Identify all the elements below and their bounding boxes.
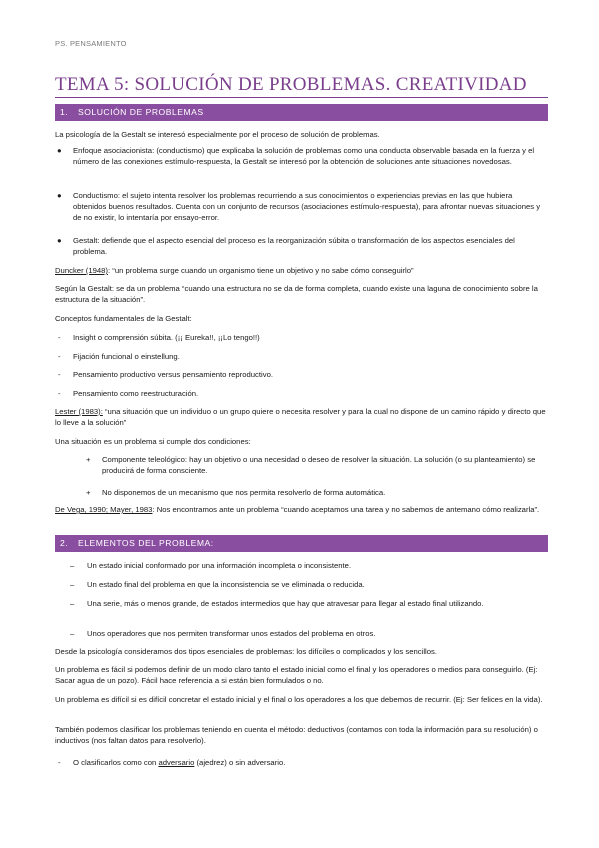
- dash-marker-icon: -: [58, 389, 61, 398]
- easy-problem-paragraph: Un problema es fácil si podemos definir de un modo claro tanto el estado inicial como el final y los operadores o medios para conseguirlo. (Ej: Sacar agua de un pozo). Fácil hace referencia a si están bien formulados o no.: [55, 665, 538, 686]
- dash-marker-icon: –: [70, 629, 75, 638]
- adversary-item: [73, 757, 543, 768]
- concept-item: Pensamiento productivo versus pensamiento reproductivo.: [73, 370, 273, 379]
- element-item: Una serie, más o menos grande, de estados intermedios que hay que atravesar para llegar al estado final utilizando.: [87, 599, 484, 608]
- adversary-suffix: (ajedrez) o sin adversario.: [194, 758, 286, 767]
- bullet-item: Conductismo: el sujeto intenta resolver los problemas recurriendo a sus conocimientos o experiencias previas en las que hubiera obtenidos buenos resultados. Cuenta con un conjunto de recursos (asociaciones estímulo-respuesta), para afrontar nuevas situaciones y de no existir, lo intentaría por ensayo-error.: [73, 191, 541, 223]
- adversary-term: adversario: [158, 758, 195, 767]
- bullet-dot-icon: ●: [57, 236, 62, 245]
- section-1-number: 1.: [60, 107, 69, 117]
- lester-quote: [55, 406, 547, 428]
- lester-reference: Lester (1983):: [55, 407, 103, 416]
- section-2-number: 2.: [60, 538, 69, 548]
- element-item: Unos operadores que nos permiten transformar unos estados del problema en otros.: [87, 629, 376, 638]
- dash-marker-icon: –: [70, 561, 75, 570]
- conditions-heading: Una situación es un problema si cumple dos condiciones:: [55, 437, 251, 446]
- duncker-quote: [55, 265, 547, 276]
- page-title: TEMA 5: SOLUCIÓN DE PROBLEMAS. CREATIVIDAD: [55, 74, 527, 95]
- section-1-intro: La psicología de la Gestalt se interesó especialmente por el proceso de solución de problemas.: [55, 130, 380, 139]
- title-underline: [55, 97, 548, 98]
- duncker-reference: Duncker (1948): [55, 266, 108, 275]
- dash-marker-icon: -: [58, 352, 61, 361]
- bullet-item: Enfoque asociacionista: (conductismo) que explicaba la solución de problemas como una conducta observable basada en la fuerza y el número de las conexiones estímulo-respuesta, la Gestalt se interesó por la obtención de soluciones ante situaciones novedosas.: [73, 146, 535, 167]
- dash-marker-icon: –: [70, 580, 75, 589]
- running-header: PS. PENSAMIENTO: [55, 39, 127, 48]
- dash-marker-icon: –: [70, 599, 75, 608]
- bullet-dot-icon: ●: [57, 191, 62, 200]
- gestalt-definition: Según la Gestalt: se da un problema “cuando una estructura no se da de forma completa, cuando existe una laguna de conocimiento sobre la estructura de la situación”.: [55, 284, 538, 305]
- plus-marker-icon: +: [86, 455, 91, 464]
- hard-problem-paragraph: Un problema es difícil si es difícil concretar el estado inicial y el final o los operadores a los que debemos de recurrir. (Ej: Ser felices en la vida).: [55, 695, 543, 704]
- devega-text: : Nos encontramos ante un problema “cuando aceptamos una tarea y no sabemos de antemano cómo realizarla”.: [152, 505, 540, 514]
- devega-quote: [55, 504, 547, 515]
- plus-marker-icon: +: [86, 488, 91, 497]
- element-item: Un estado final del problema en que la inconsistencia se ve eliminada o reducida.: [87, 580, 365, 589]
- duncker-text: : “un problema surge cuando un organismo tiene un objetivo y no sabe cómo conseguirlo”: [107, 266, 414, 275]
- problem-types-paragraph: Desde la psicología consideramos dos tipos esenciales de problemas: los difíciles o complicados y los sencillos.: [55, 647, 438, 656]
- concept-item: Insight o comprensión súbita. (¡¡ Eureka!!, ¡¡Lo tengo!!): [73, 333, 260, 342]
- condition-item: No disponemos de un mecanismo que nos permita resolverlo de forma automática.: [102, 488, 386, 497]
- adversary-prefix: O clasificarlos como con: [73, 758, 159, 767]
- dash-marker-icon: -: [58, 370, 61, 379]
- element-item: Un estado inicial conformado por una información incompleta o inconsistente.: [87, 561, 352, 570]
- concept-item: Pensamiento como reestructuración.: [73, 389, 199, 398]
- dash-marker-icon: -: [58, 758, 61, 767]
- dash-marker-icon: -: [58, 333, 61, 342]
- section-2-title: ELEMENTOS DEL PROBLEMA:: [78, 538, 214, 548]
- devega-reference: De Vega, 1990; Mayer, 1983: [55, 505, 153, 514]
- concepts-heading: Conceptos fundamentales de la Gestalt:: [55, 314, 192, 323]
- method-classification-paragraph: También podemos clasificar los problemas teniendo en cuenta el método: deductivos (contamos con toda la información para su resolución) o inductivos (nos faltan datos para resolverlo).: [55, 725, 538, 746]
- lester-text: “una situación que un individuo o un grupo quiere o necesita resolver y para la cual no dispone de un camino rápido y directo que lo lleve a la solución”: [55, 407, 546, 428]
- section-1-heading: [55, 104, 548, 121]
- concept-item: Fijación funcional o einstellung.: [73, 352, 180, 361]
- bullet-dot-icon: ●: [57, 146, 62, 155]
- section-2-heading: [55, 535, 548, 552]
- bullet-item: Gestalt: defiende que el aspecto esencial del proceso es la reorganización súbita o transformación de los aspectos esenciales del problema.: [73, 236, 515, 257]
- section-1-title: SOLUCIÓN DE PROBLEMAS: [78, 107, 204, 117]
- condition-item: Componente teleológico: hay un objetivo o una necesidad o deseo de resolver la situación. La solución (o su planteamiento) se producirá de forma consciente.: [102, 455, 536, 476]
